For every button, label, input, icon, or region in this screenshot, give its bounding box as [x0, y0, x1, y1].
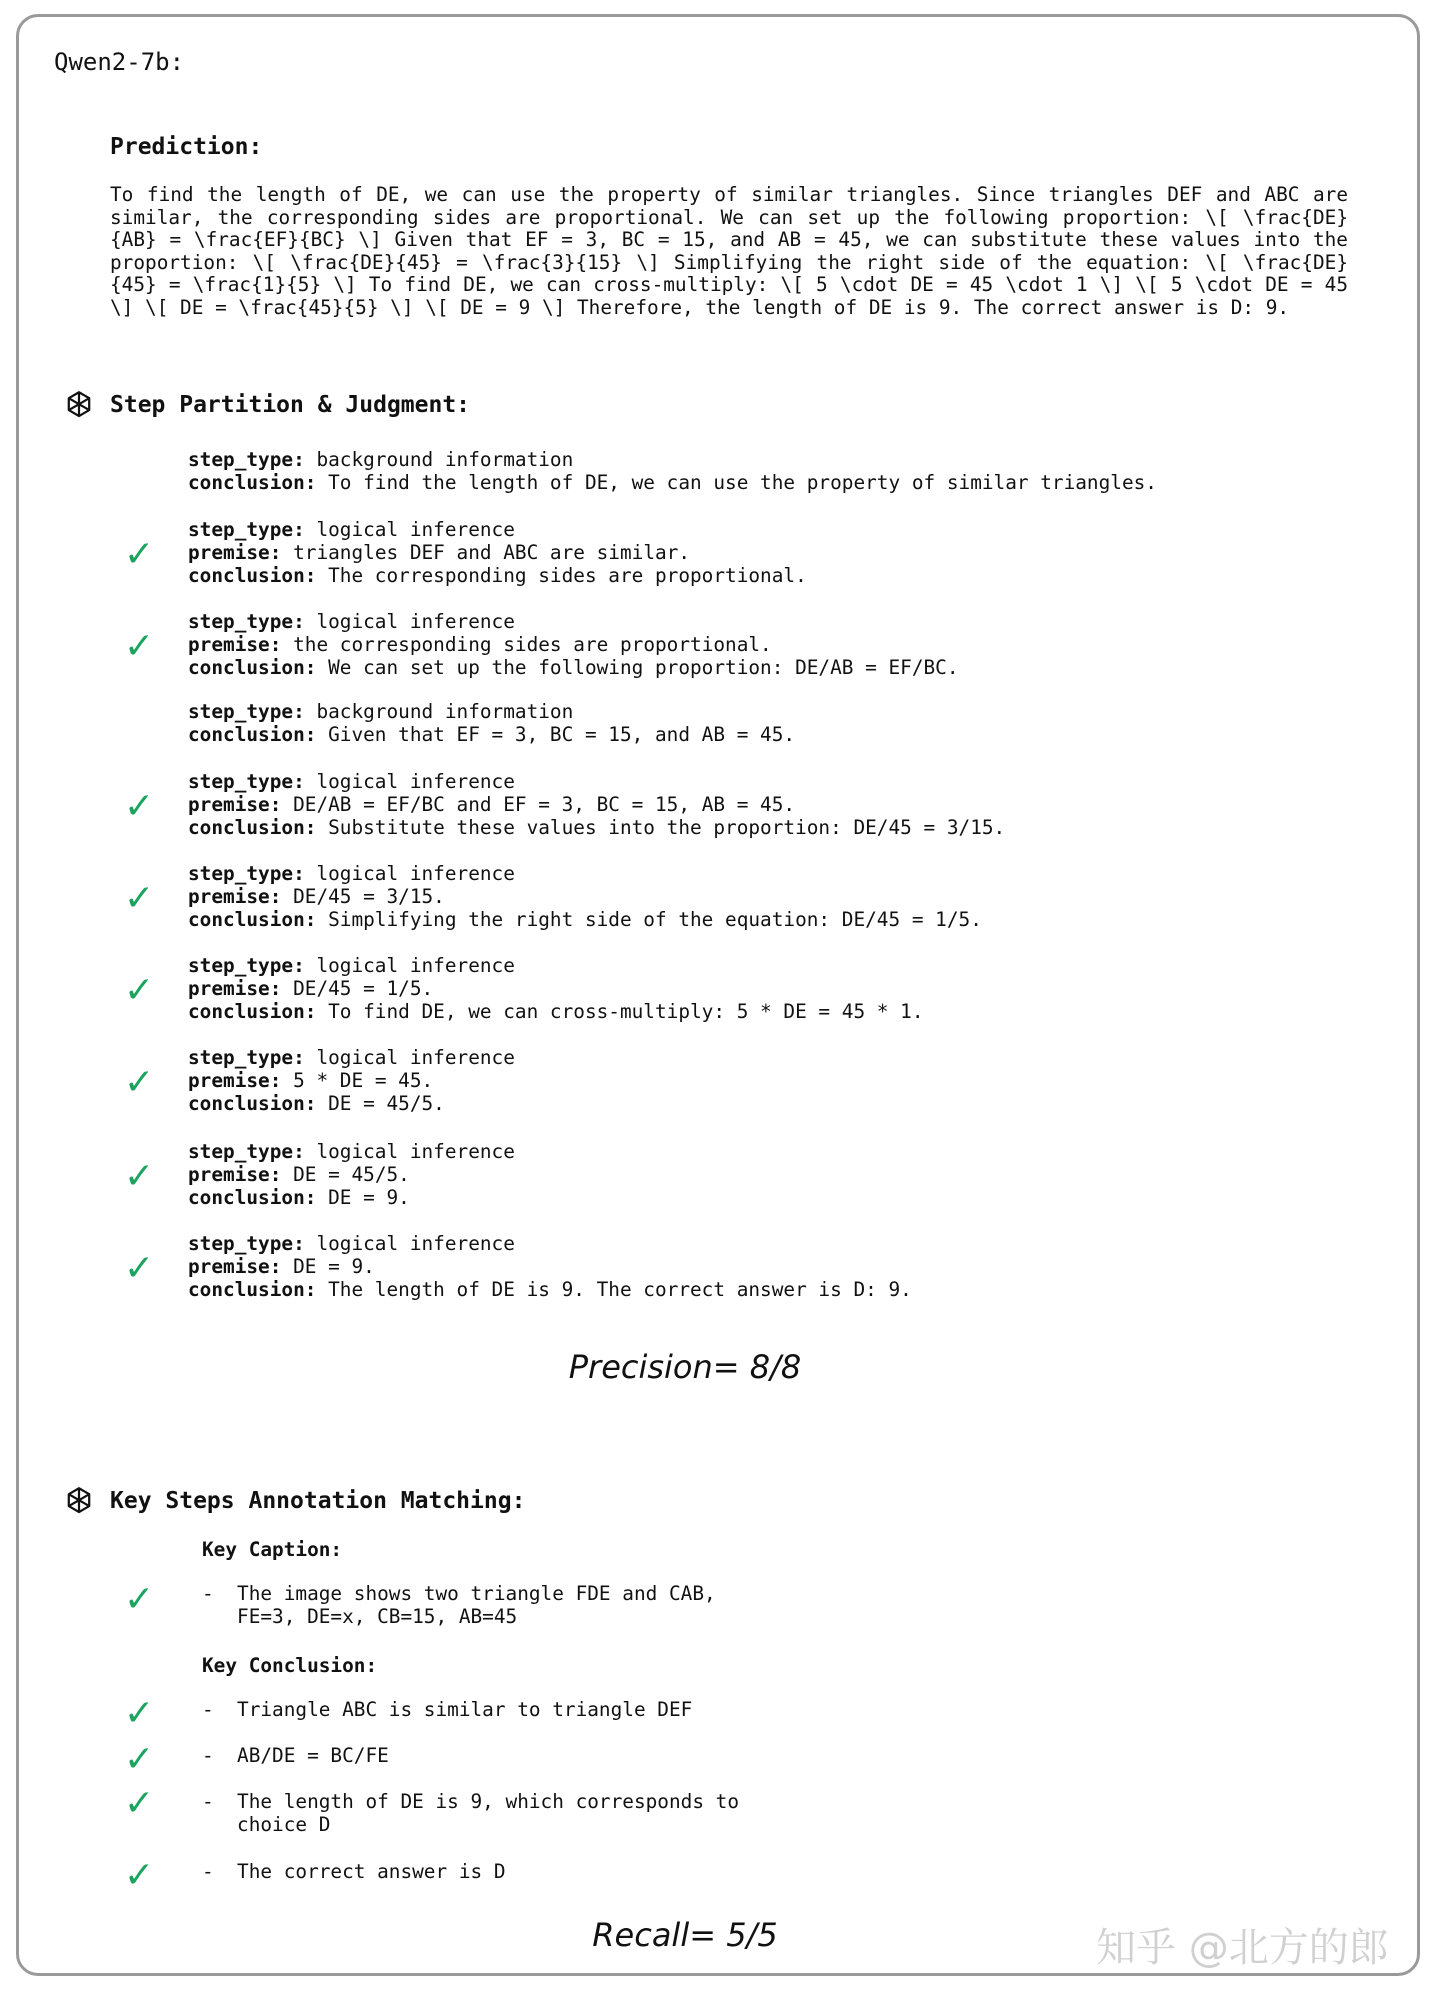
step-field-label: conclusion:: [188, 816, 317, 839]
key-conclusion-label: Key Conclusion:: [202, 1654, 378, 1677]
step-block: [188, 954, 924, 1023]
step-field-label: conclusion:: [188, 471, 317, 494]
step-field-label: conclusion:: [188, 1000, 317, 1023]
step-partition-heading: Step Partition & Judgment:: [110, 392, 471, 418]
step-step-type-line: [188, 448, 1157, 471]
recall-score: Recall= 5/5: [592, 1916, 778, 1954]
key-conclusion-item: - AB/DE = BC/FE: [202, 1744, 389, 1767]
step-field-value: Substitute these values into the proportion: DE/45 = 3/15.: [328, 816, 1006, 839]
step-step-type-line: [188, 954, 924, 977]
step-step-type-line: [188, 770, 1005, 793]
step-field-label: premise:: [188, 885, 282, 908]
step-conclusion-line: [188, 1186, 515, 1209]
step-premise-line: [188, 977, 924, 1000]
step-premise-line: [188, 793, 1005, 816]
step-block: [188, 1046, 515, 1115]
step-block: [188, 770, 1005, 839]
step-conclusion-line: [188, 656, 959, 679]
step-premise-line: [188, 633, 959, 656]
step-field-value: We can set up the following proportion: DE/AB = EF/BC.: [328, 656, 959, 679]
step-field-value: Simplifying the right side of the equation: DE/45 = 1/5.: [328, 908, 982, 931]
key-steps-heading: Key Steps Annotation Matching:: [110, 1488, 526, 1514]
step-premise-line: [188, 1069, 515, 1092]
step-field-label: conclusion:: [188, 1186, 317, 1209]
step-field-value: The corresponding sides are proportional.: [328, 564, 807, 587]
step-field-value: logical inference: [316, 518, 515, 541]
step-field-label: step_type:: [188, 1140, 305, 1163]
step-field-label: premise:: [188, 541, 282, 564]
step-block: [188, 448, 1157, 494]
step-field-value: 5 * DE = 45.: [293, 1069, 434, 1092]
step-block: [188, 700, 795, 746]
step-field-value: triangles DEF and ABC are similar.: [293, 541, 691, 564]
step-field-label: premise:: [188, 633, 282, 656]
check-mark-icon: ✓: [124, 785, 155, 827]
step-field-label: conclusion:: [188, 1092, 317, 1115]
check-mark-icon: ✓: [124, 1693, 155, 1734]
step-premise-line: [188, 1163, 515, 1186]
step-field-value: logical inference: [316, 862, 515, 885]
key-caption-label: Key Caption:: [202, 1538, 343, 1561]
check-mark-icon: ✓: [124, 1579, 155, 1620]
step-block: [188, 1232, 912, 1301]
step-block: [188, 1140, 515, 1209]
key-conclusion-item: - The length of DE is 9, which corresponds to choice D: [202, 1790, 740, 1836]
check-mark-icon: ✓: [124, 625, 155, 667]
step-premise-line: [188, 885, 982, 908]
precision-score: Precision= 8/8: [568, 1348, 802, 1386]
step-step-type-line: [188, 518, 807, 541]
step-field-value: the corresponding sides are proportional.: [293, 633, 772, 656]
watermark: 知乎 @北方的郎: [1096, 1925, 1389, 1971]
step-conclusion-line: [188, 1092, 515, 1115]
step-field-label: premise:: [188, 793, 282, 816]
check-mark-icon: ✓: [124, 1247, 155, 1289]
step-field-label: step_type:: [188, 448, 305, 471]
step-field-value: DE = 45/5.: [328, 1092, 445, 1115]
step-field-label: conclusion:: [188, 1278, 317, 1301]
prediction-heading: Prediction:: [110, 134, 263, 160]
step-field-value: To find the length of DE, we can use the property of similar triangles.: [328, 471, 1157, 494]
check-mark-icon: ✓: [124, 1783, 155, 1824]
check-mark-icon: ✓: [124, 877, 155, 919]
step-block: [188, 862, 982, 931]
step-step-type-line: [188, 700, 795, 723]
step-field-label: step_type:: [188, 518, 305, 541]
step-field-value: logical inference: [316, 954, 515, 977]
step-conclusion-line: [188, 816, 1005, 839]
model-label: Qwen2-7b:: [54, 48, 185, 76]
step-field-value: logical inference: [316, 610, 515, 633]
step-field-value: DE = 9.: [328, 1186, 410, 1209]
openai-logo-icon: [62, 388, 96, 422]
prediction-text: To find the length of DE, we can use the property of similar triangles. Since triangles DEF and ABC are similar, the corresponding sides are proportional. We can set up the following proportion: \[ \frac{DE}{AB} = \frac{EF}{BC} \] Given that EF = 3, BC = 15, and AB = 45, we can substitute these values into the proportion: \[ \frac{DE}{45} = \frac{3}{15} \] Simplifying the right side of the equation: \[ \frac{DE}{45} = \frac{1}{5} \] To find DE, we can cross-multiply: \[ 5 \cdot DE = 45 \cdot 1 \] \[ 5 \cdot DE = 45 \] \[ DE = \frac{45}{5} \] \[ DE = 9 \] Therefore, the length of DE is 9. The correct answer is D: 9.: [110, 183, 1348, 319]
step-conclusion-line: [188, 908, 982, 931]
step-field-value: logical inference: [316, 770, 515, 793]
step-field-value: DE = 45/5.: [293, 1163, 410, 1186]
step-field-value: DE = 9.: [293, 1255, 375, 1278]
step-field-value: DE/45 = 3/15.: [293, 885, 445, 908]
step-field-value: logical inference: [316, 1046, 515, 1069]
check-mark-icon: ✓: [124, 1155, 155, 1197]
openai-logo-icon: [62, 1484, 96, 1518]
step-conclusion-line: [188, 723, 795, 746]
step-conclusion-line: [188, 1000, 924, 1023]
step-conclusion-line: [188, 1278, 912, 1301]
step-field-label: step_type:: [188, 1232, 305, 1255]
step-field-label: step_type:: [188, 770, 305, 793]
step-field-label: premise:: [188, 977, 282, 1000]
step-field-label: step_type:: [188, 1046, 305, 1069]
check-mark-icon: ✓: [124, 1855, 155, 1896]
step-field-value: Given that EF = 3, BC = 15, and AB = 45.: [328, 723, 796, 746]
step-step-type-line: [188, 1140, 515, 1163]
check-mark-icon: ✓: [124, 1061, 155, 1103]
step-field-value: background information: [316, 448, 574, 471]
step-field-label: conclusion:: [188, 564, 317, 587]
step-field-value: DE/45 = 1/5.: [293, 977, 434, 1000]
step-conclusion-line: [188, 564, 807, 587]
step-step-type-line: [188, 862, 982, 885]
step-field-value: DE/AB = EF/BC and EF = 3, BC = 15, AB = 45.: [293, 793, 796, 816]
key-caption-item: - The image shows two triangle FDE and CAB, FE=3, DE=x, CB=15, AB=45: [202, 1582, 716, 1628]
step-field-label: step_type:: [188, 700, 305, 723]
step-field-label: conclusion:: [188, 656, 317, 679]
step-conclusion-line: [188, 471, 1157, 494]
step-block: [188, 518, 807, 587]
key-conclusion-item: - The correct answer is D: [202, 1860, 506, 1883]
step-field-value: logical inference: [316, 1140, 515, 1163]
step-field-value: The length of DE is 9. The correct answer is D: 9.: [328, 1278, 912, 1301]
step-field-label: premise:: [188, 1163, 282, 1186]
step-step-type-line: [188, 1232, 912, 1255]
check-mark-icon: ✓: [124, 969, 155, 1011]
step-premise-line: [188, 1255, 912, 1278]
step-field-value: logical inference: [316, 1232, 515, 1255]
step-premise-line: [188, 541, 807, 564]
step-field-label: premise:: [188, 1255, 282, 1278]
key-conclusion-item: - Triangle ABC is similar to triangle DEF: [202, 1698, 693, 1721]
step-field-label: conclusion:: [188, 908, 317, 931]
check-mark-icon: ✓: [124, 1739, 155, 1780]
step-field-value: To find DE, we can cross-multiply: 5 * DE = 45 * 1.: [328, 1000, 924, 1023]
step-field-label: premise:: [188, 1069, 282, 1092]
step-field-label: step_type:: [188, 954, 305, 977]
step-step-type-line: [188, 610, 959, 633]
step-field-label: step_type:: [188, 862, 305, 885]
check-mark-icon: ✓: [124, 533, 155, 575]
step-field-label: conclusion:: [188, 723, 317, 746]
step-field-value: background information: [316, 700, 574, 723]
step-field-label: step_type:: [188, 610, 305, 633]
step-block: [188, 610, 959, 679]
step-step-type-line: [188, 1046, 515, 1069]
